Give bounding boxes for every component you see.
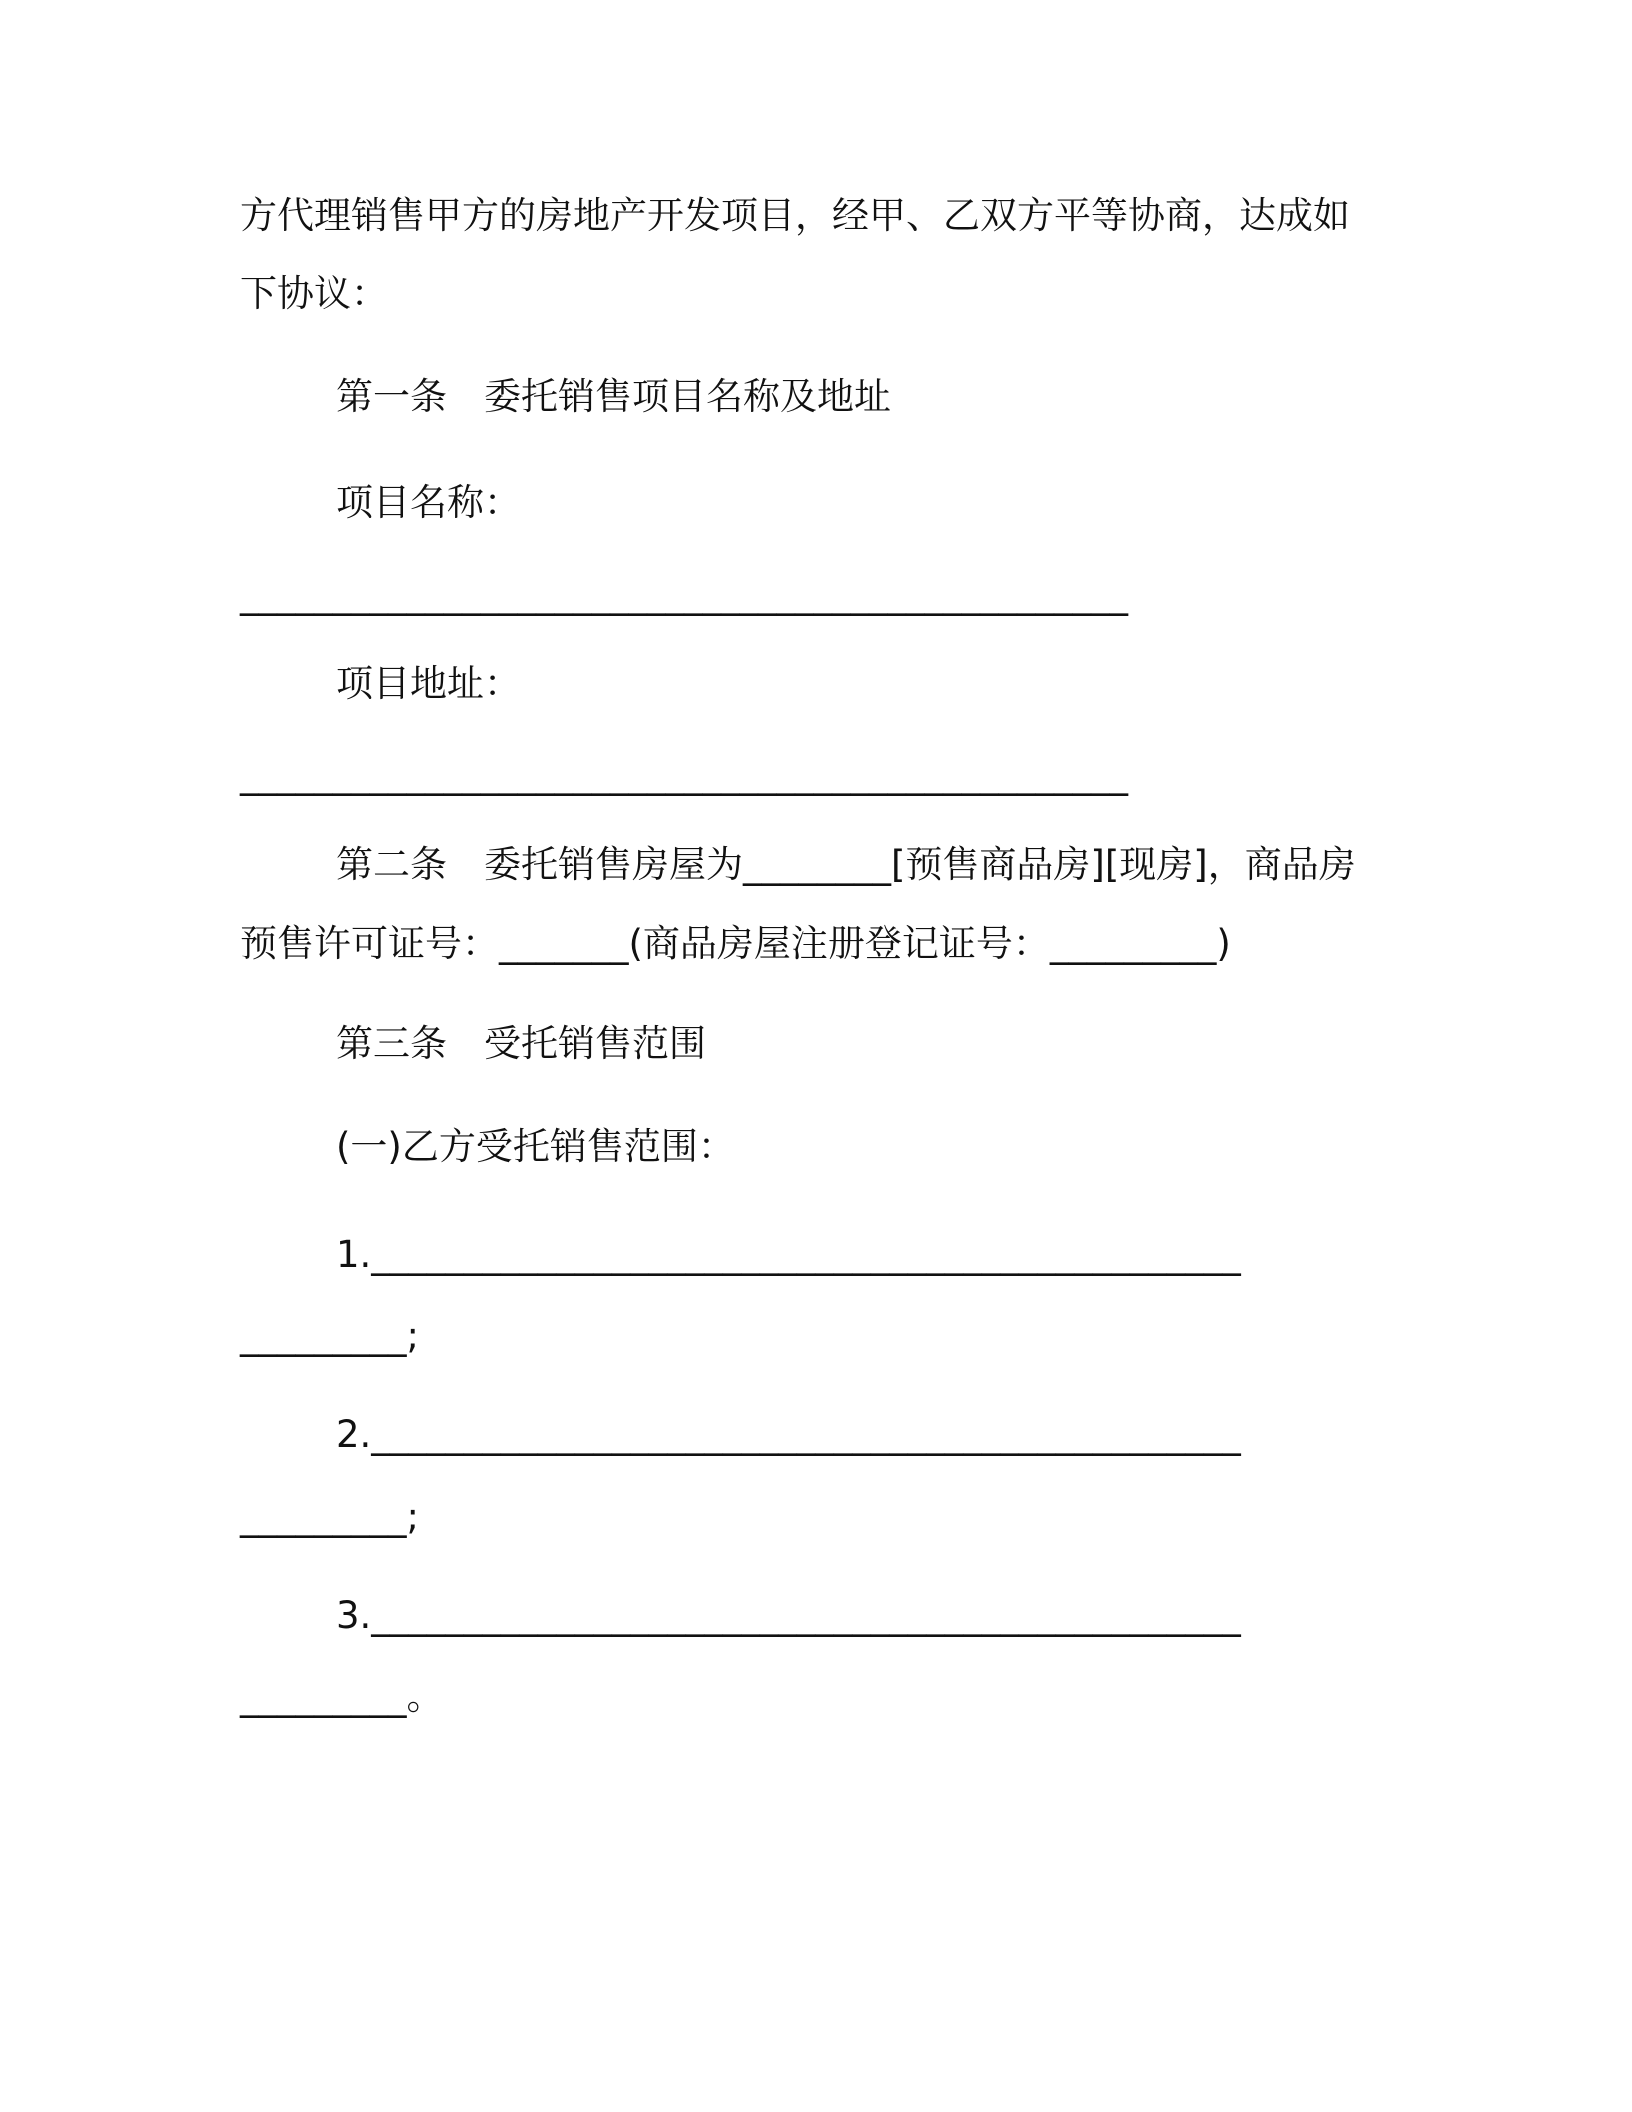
scope-item-2-line-1: 2._______________________________________________: [336, 1413, 1241, 1456]
article-1-heading: 第一条 委托销售项目名称及地址: [336, 375, 891, 418]
scope-item-2-line-2: _________;: [240, 1495, 419, 1538]
project-name-label: 项目名称：: [336, 481, 521, 524]
article-2-line-1: 第二条 委托销售房屋为________[预售商品房][现房]，商品房: [336, 843, 1356, 886]
scope-subheading: (一)乙方受托销售范围：: [336, 1125, 735, 1168]
scope-item-3-line-2: _________。: [240, 1675, 444, 1718]
project-name-blank: ________________________________________________: [240, 573, 1128, 616]
paragraph-intro-line-1: 方代理销售甲方的房地产开发项目，经甲、乙双方平等协商，达成如: [240, 194, 1350, 237]
scope-item-3-line-1: 3._______________________________________________: [336, 1594, 1241, 1637]
scope-item-1-line-2: _________;: [240, 1314, 419, 1357]
project-address-blank: ________________________________________________: [240, 753, 1128, 796]
article-2-line-2: 预售许可证号：_______(商品房屋注册登记证号：_________): [240, 922, 1231, 965]
paragraph-intro-line-2: 下协议：: [240, 272, 388, 315]
article-3-heading: 第三条 受托销售范围: [336, 1022, 706, 1065]
scope-item-1-line-1: 1._______________________________________________: [336, 1233, 1241, 1276]
project-address-label: 项目地址：: [336, 662, 521, 705]
